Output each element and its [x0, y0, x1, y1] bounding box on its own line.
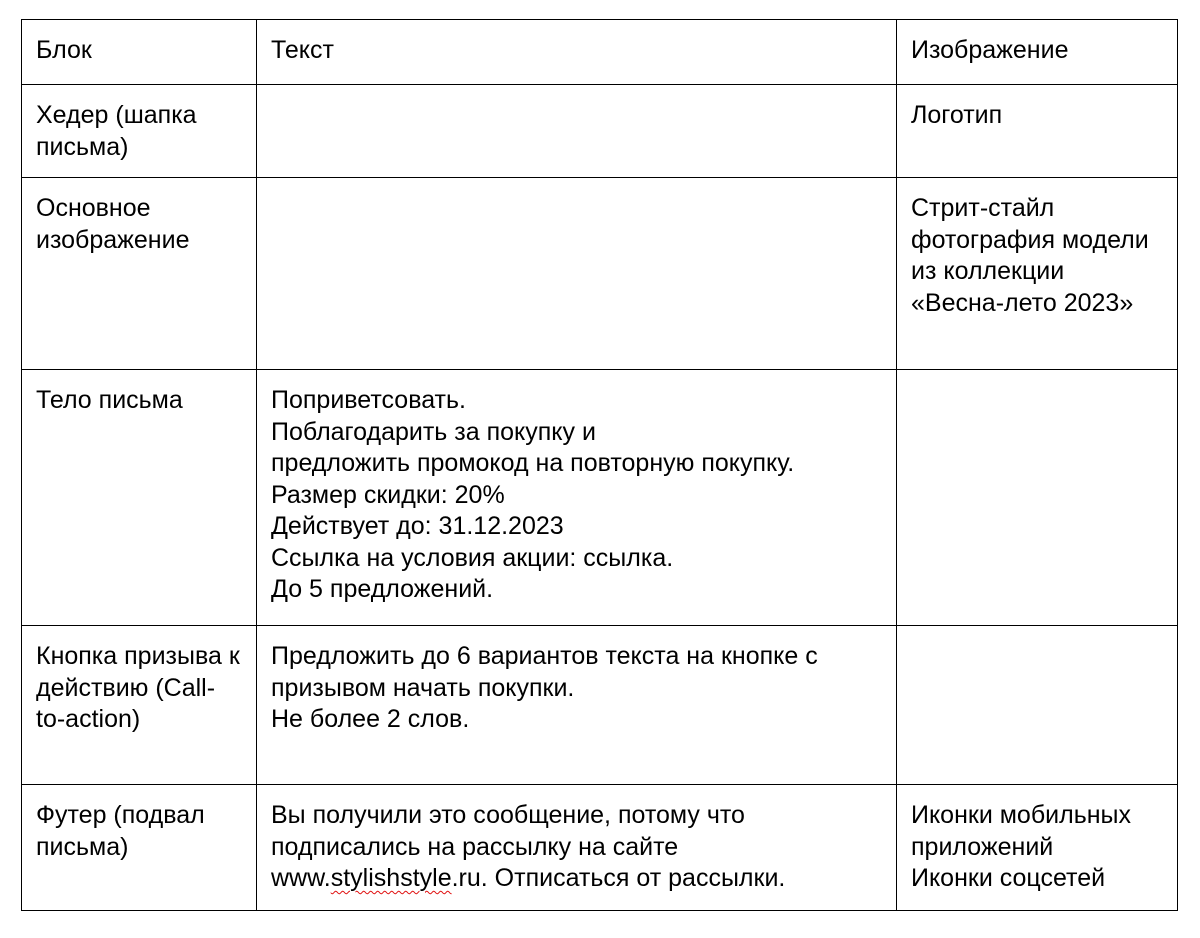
cell-block-body: Тело письма [22, 370, 257, 626]
header-cell-image: Изображение [897, 20, 1178, 85]
cell-line: Логотип [911, 101, 1003, 129]
email-structure-table [21, 19, 1178, 911]
table-row [22, 85, 1178, 178]
footer-text-after: .ru. Отписаться от рассылки. [451, 864, 786, 892]
cell-block-cta: Кнопка призыва к действию (Call-to-action) [22, 626, 257, 785]
cell-block-footer: Футер (подвал письма) [22, 785, 257, 911]
cell-text-footer [257, 785, 897, 911]
cell-text-main-image [257, 178, 897, 370]
cell-line: Иконки соцсетей [911, 864, 1106, 892]
table-row [22, 626, 1178, 785]
cell-text-header [257, 85, 897, 178]
cell-line: предложить промокод на повторную покупку. [271, 449, 795, 477]
cell-block-header: Хедер (шапка письма) [22, 85, 257, 178]
cell-line: Предложить до 6 вариантов текста на кнопке с призывом начать покупки. [271, 642, 818, 702]
header-cell-text: Текст [257, 20, 897, 85]
cell-image-cta [897, 626, 1178, 785]
cell-text-body [257, 370, 897, 626]
cell-image-main-image [897, 178, 1178, 370]
cell-line: До 5 предложений. [271, 575, 494, 603]
cell-line: Поблагодарить за покупку и [271, 417, 596, 446]
cell-image-body [897, 370, 1178, 626]
cell-text-cta [257, 626, 897, 785]
cell-line: Поприветсовать. [271, 386, 466, 414]
table-row [22, 785, 1178, 911]
cell-line: Стрит-стайл фотография модели из коллекции «Весна-лето 2023» [911, 194, 1149, 317]
cell-line: Не более 2 слов. [271, 705, 470, 733]
cell-image-footer [897, 785, 1178, 911]
cell-image-header [897, 85, 1178, 178]
footer-text-before: Вы получили это сообщение, потому что подписались на рассылку на сайте www. [271, 801, 745, 892]
cell-line: Ссылка на условия акции: ссылка. [271, 543, 674, 572]
misspelled-site-name: stylishstyle [330, 864, 452, 892]
header-cell-block: Блок [22, 20, 257, 85]
cell-line: Действует до: 31.12.2023 [271, 512, 564, 540]
cell-line: Размер скидки: 20% [271, 480, 505, 509]
cell-line: Иконки мобильных приложений [911, 801, 1132, 861]
cell-block-main-image: Основное изображение [22, 178, 257, 370]
table-row [22, 178, 1178, 370]
table-header-row [22, 20, 1178, 85]
table-row [22, 370, 1178, 626]
